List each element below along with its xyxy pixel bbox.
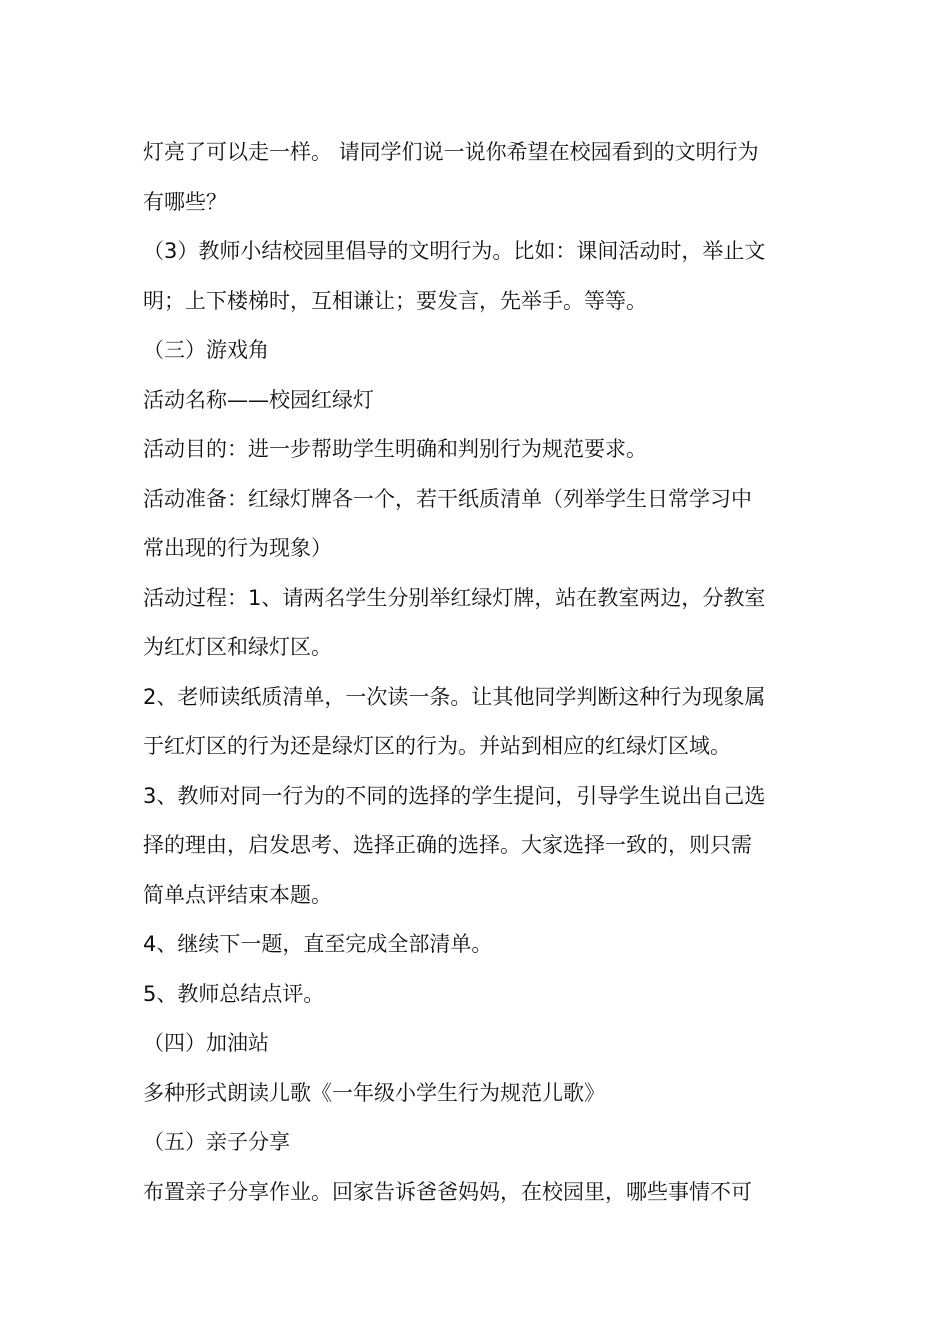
text-line: 择的理由，启发思考、选择正确的选择。大家选择一致的，则只需 xyxy=(143,833,752,857)
text-line: 灯亮了可以走一样。 请同学们说一说你希望在校园看到的文明行为 xyxy=(143,140,759,164)
text-line: 明；上下楼梯时，互相谦让；要发言，先举手。等等。 xyxy=(143,288,647,313)
text-line: 4、继续下一题，直至完成全部清单。 xyxy=(143,932,493,956)
text-line: 3、教师对同一行为的不同的选择的学生提问，引导学生说出自己选 xyxy=(143,783,766,808)
section-heading: （五）亲子分享 xyxy=(143,1130,290,1154)
text-line: 活动目的：进一步帮助学生明确和判别行为规范要求。 xyxy=(143,437,647,461)
text-line: 2、老师读纸质清单，一次读一条。让其他同学判断这种行为现象属 xyxy=(143,684,766,709)
text-line: 活动名称——校园红绿灯 xyxy=(143,387,374,412)
section-heading: （四）加油站 xyxy=(143,1031,269,1055)
text-line: 有哪些？ xyxy=(143,189,227,214)
text-line: 布置亲子分享作业。回家告诉爸爸妈妈，在校园里，哪些事情不可 xyxy=(143,1179,752,1204)
text-line: 常出现的行为现象） xyxy=(143,536,332,560)
text-line: 为红灯区和绿灯区。 xyxy=(143,635,332,659)
text-line: 活动过程：1、请两名学生分别举红绿灯牌，站在教室两边，分教室 xyxy=(143,585,766,610)
section-heading: （三）游戏角 xyxy=(143,338,269,362)
text-line: 5、教师总结点评。 xyxy=(143,981,325,1006)
text-line: 简单点评结束本题。 xyxy=(143,882,332,907)
text-line: （3）教师小结校园里倡导的文明行为。比如：课间活动时，举止文 xyxy=(143,239,766,263)
text-line: 于红灯区的行为还是绿灯区的行为。并站到相应的红绿灯区域。 xyxy=(143,734,731,758)
text-line: 活动准备：红绿灯牌各一个，若干纸质清单（列举学生日常学习中 xyxy=(143,486,752,511)
document-body xyxy=(143,128,818,1217)
text-line: 多种形式朗读儿歌《一年级小学生行为规范儿歌》 xyxy=(143,1080,605,1105)
